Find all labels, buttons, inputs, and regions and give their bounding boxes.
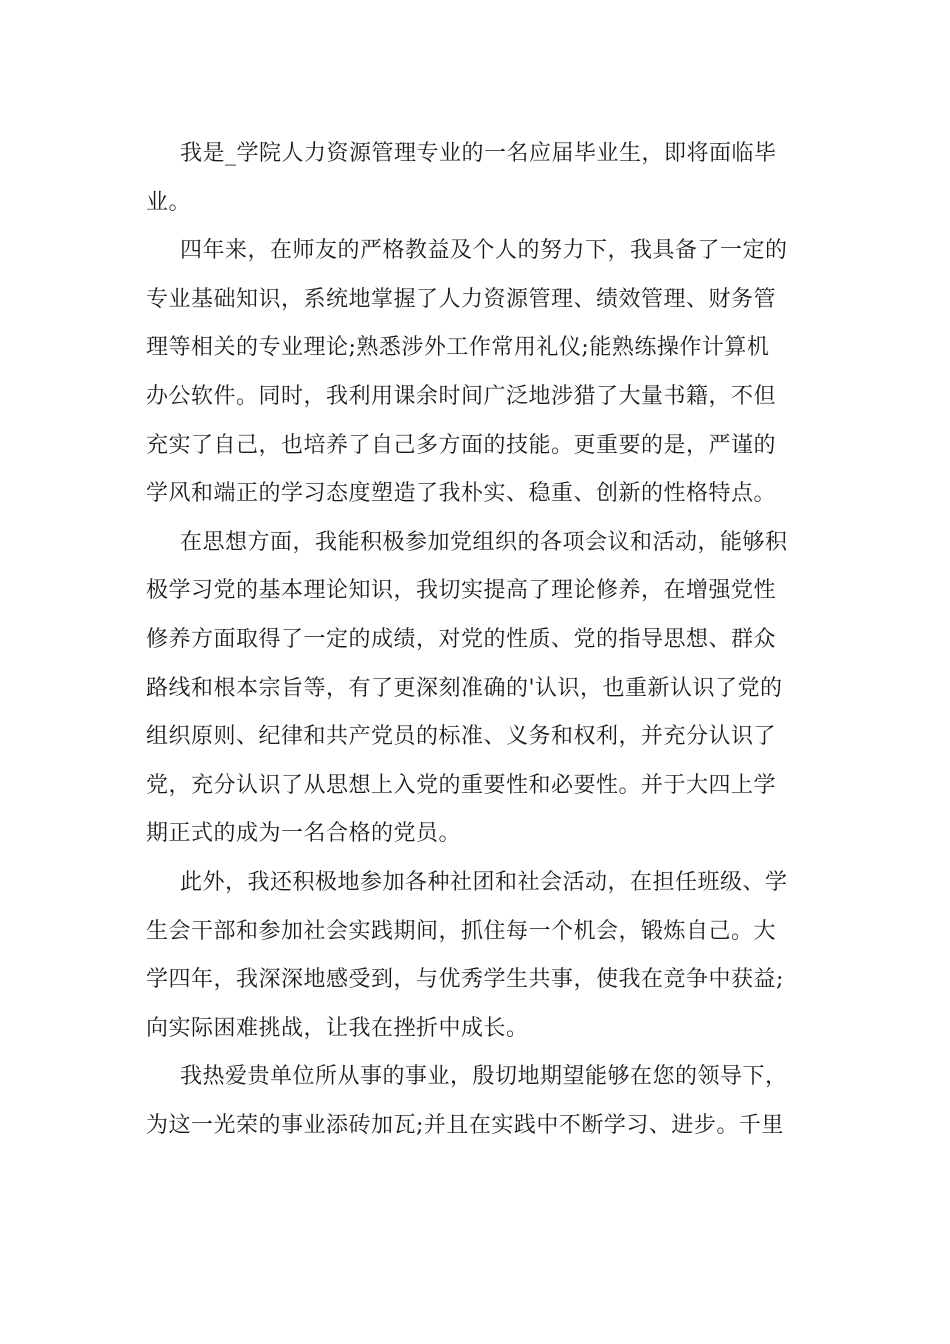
text-line: 专业基础知识，系统地掌握了人力资源管理、绩效管理、财务管 bbox=[146, 286, 777, 312]
text-line: 我热爱贵单位所从事的事业，殷切地期望能够在您的领导下， bbox=[180, 1064, 788, 1090]
paragraph-5 bbox=[146, 1053, 786, 1150]
text-line: 此外，我还积极地参加各种社团和社会活动，在担任班级、学 bbox=[180, 869, 788, 895]
text-line: 组织原则、纪律和共产党员的标准、义务和权利，并充分认识了 bbox=[146, 724, 777, 750]
paragraph-4 bbox=[146, 859, 786, 1053]
paragraph-3 bbox=[146, 519, 786, 859]
text-line: 期正式的成为一名合格的党员。 bbox=[146, 821, 462, 847]
document-body bbox=[146, 130, 786, 1150]
text-line: 极学习党的基本理论知识，我切实提高了理论修养，在增强党性 bbox=[146, 578, 777, 604]
text-line: 生会干部和参加社会实践期间，抓住每一个机会，锻炼自己。大 bbox=[146, 918, 777, 944]
text-line: 路线和根本宗旨等，有了更深刻准确的'认识，也重新认识了党的 bbox=[146, 675, 783, 701]
text-line: 党，充分认识了从思想上入党的重要性和必要性。并于大四上学 bbox=[146, 772, 777, 798]
text-line: 我是_学院人力资源管理专业的一名应届毕业生，即将面临毕 bbox=[180, 141, 777, 166]
text-line: 在思想方面，我能积极参加党组织的各项会议和活动，能够积 bbox=[180, 529, 788, 555]
text-line: 充实了自己，也培养了自己多方面的技能。更重要的是，严谨的 bbox=[146, 432, 777, 458]
text-line: 四年来，在师友的严格教益及个人的努力下，我具备了一定的 bbox=[180, 238, 788, 264]
text-line: 学风和端正的学习态度塑造了我朴实、稳重、创新的性格特点。 bbox=[146, 481, 777, 507]
text-line: 学四年，我深深地感受到，与优秀学生共事，使我在竞争中获益; bbox=[146, 967, 784, 993]
paragraph-2 bbox=[146, 227, 786, 519]
paragraph-1 bbox=[146, 130, 786, 227]
text-line: 理等相关的专业理论;熟悉涉外工作常用礼仪;能熟练操作计算机 bbox=[146, 335, 770, 361]
text-line: 办公软件。同时，我利用课余时间广泛地涉猎了大量书籍，不但 bbox=[146, 383, 777, 409]
text-line: 修养方面取得了一定的成绩，对党的性质、党的指导思想、群众 bbox=[146, 626, 777, 652]
text-line: 业。 bbox=[146, 189, 192, 215]
text-line: 向实际困难挑战，让我在挫折中成长。 bbox=[146, 1015, 529, 1041]
text-line: 为这一光荣的事业添砖加瓦;并且在实践中不断学习、进步。千里 bbox=[146, 1112, 784, 1138]
